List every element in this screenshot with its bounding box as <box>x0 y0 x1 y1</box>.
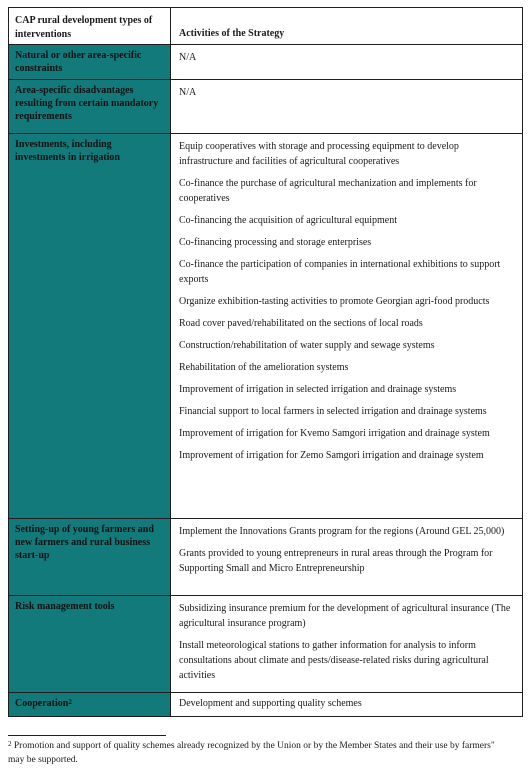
activity-item: Co-finance the purchase of agricultural mechanization and implements for cooperatives <box>179 178 477 204</box>
activity-item: Rehabilitation of the amelioration systems <box>179 362 349 373</box>
activity-item: Organize exhibition-tasting activities to promote Georgian agri-food products <box>179 296 490 307</box>
activity-item: Construction/rehabilitation of water supply and sewage systems <box>179 340 435 351</box>
activity-item: Grants provided to young entrepreneurs in rural areas through the Program for Supporting Small and Micro Entrepreneurship <box>179 548 493 574</box>
footnote <box>8 739 513 767</box>
table-header-row <box>9 8 523 45</box>
activities-cell <box>171 693 523 717</box>
activity-item: Install meteorological stations to gather information for analysis to inform consultations about climate and pests/disease-related risks during agricultural activities <box>179 640 489 681</box>
intervention-type-cell <box>9 693 171 717</box>
intervention-type-cell <box>9 596 171 693</box>
activities-cell <box>171 596 523 693</box>
activity-item: Equip cooperatives with storage and processing equipment to develop infrastructure and facilities of agricultural cooperatives <box>179 141 459 167</box>
footnote-text: Promotion and support of quality schemes already recognized by the Union or by the Member States and their use by farmers" may be supported. <box>8 741 495 765</box>
header-cell-types <box>9 8 171 45</box>
intervention-type-label: Area-specific disadvantages resulting from certain mandatory requirements <box>15 85 159 122</box>
table-row <box>9 134 523 519</box>
cap-interventions-table <box>8 7 523 717</box>
activity-item: N/A <box>179 87 197 98</box>
intervention-type-cell <box>9 134 171 519</box>
footnote-divider <box>8 735 166 736</box>
activity-item: Improvement of irrigation for Zemo Samgori irrigation and drainage system <box>179 450 484 461</box>
intervention-type-label: Investments, including investments in irrigation <box>15 139 120 163</box>
activity-item: Financial support to local farmers in selected irrigation and drainage systems <box>179 406 487 417</box>
cooperation-label: Cooperation <box>15 698 69 709</box>
activities-cell <box>171 519 523 596</box>
activity-item: N/A <box>179 52 197 63</box>
document-page <box>8 7 520 717</box>
intervention-type-label: Risk management tools <box>15 601 115 612</box>
activity-item: Implement the Innovations Grants program for the regions (Around GEL 25,000) <box>179 526 505 537</box>
activity-item: Improvement of irrigation in selected irrigation and drainage systems <box>179 384 457 395</box>
activity-item: Co-finance the participation of companies in international exhibitions to support exports <box>179 259 501 285</box>
activities-cell <box>171 134 523 519</box>
activities-cell <box>171 45 523 80</box>
table-row <box>9 596 523 693</box>
table-row <box>9 80 523 134</box>
footnote-mark: 2 <box>8 740 12 748</box>
table-row <box>9 693 523 717</box>
header-types-label: CAP rural development types of interventions <box>15 15 153 40</box>
table-row <box>9 519 523 596</box>
activity-item: Co-financing the acquisition of agricultural equipment <box>179 215 397 226</box>
activities-cell <box>171 80 523 134</box>
footnote-reference-mark: 2 <box>68 698 72 706</box>
intervention-type-cell <box>9 80 171 134</box>
table-row <box>9 45 523 80</box>
intervention-type-cell <box>9 519 171 596</box>
header-activities-label: Activities of the Strategy <box>179 28 285 39</box>
header-cell-activities <box>171 8 523 45</box>
activity-item: Road cover paved/rehabilitated on the sections of local roads <box>179 318 423 329</box>
activity-item: Co-financing processing and storage enterprises <box>179 237 372 248</box>
activity-item: Improvement of irrigation for Kvemo Samgori irrigation and drainage system <box>179 428 490 439</box>
intervention-type-label <box>9 693 170 714</box>
intervention-type-label: Setting-up of young farmers and new farmers and rural business start-up <box>15 524 154 561</box>
activity-item: Subsidizing insurance premium for the development of agricultural insurance (The agricultural insurance program) <box>179 603 511 629</box>
intervention-type-label: Natural or other area-specific constraints <box>15 50 142 74</box>
intervention-type-cell <box>9 45 171 80</box>
activity-item: Development and supporting quality schemes <box>179 698 362 709</box>
